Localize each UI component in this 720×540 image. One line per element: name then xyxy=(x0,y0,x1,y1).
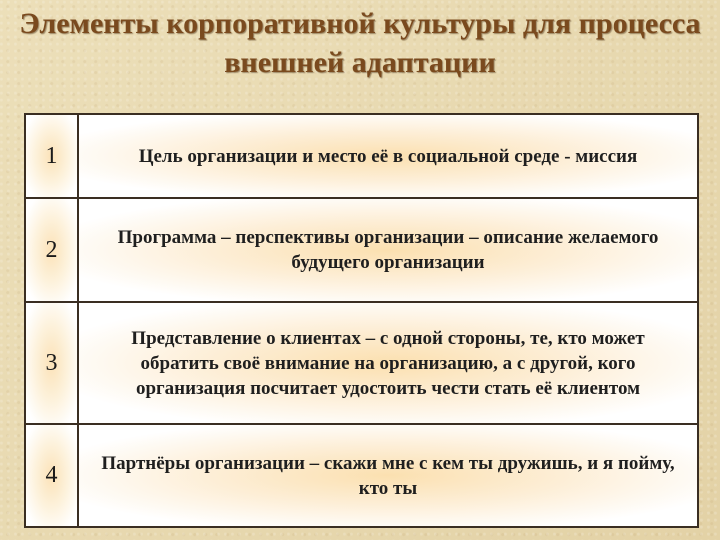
table-row xyxy=(26,115,697,199)
elements-table xyxy=(24,113,699,528)
table-row xyxy=(26,425,697,526)
row-number: 4 xyxy=(26,425,79,526)
row-number: 2 xyxy=(26,199,79,301)
row-number: 3 xyxy=(26,303,79,423)
row-text: Программа – перспективы организации – описание желаемого будущего организации xyxy=(79,199,697,301)
row-text: Цель организации и место её в социальной среде - миссия xyxy=(79,115,697,197)
table-row xyxy=(26,303,697,425)
slide-title: Элементы корпоративной культуры для процесса внешней адаптации xyxy=(19,7,701,79)
row-text: Партнёры организации – скажи мне с кем ты дружишь, и я пойму, кто ты xyxy=(79,425,697,526)
row-text: Представление о клиентах – с одной стороны, те, кто может обратить своё внимание на организацию, а с другой, кого организация посчитает удостоить чести стать её клиентом xyxy=(79,303,697,423)
table-row xyxy=(26,199,697,303)
row-number: 1 xyxy=(26,115,79,197)
